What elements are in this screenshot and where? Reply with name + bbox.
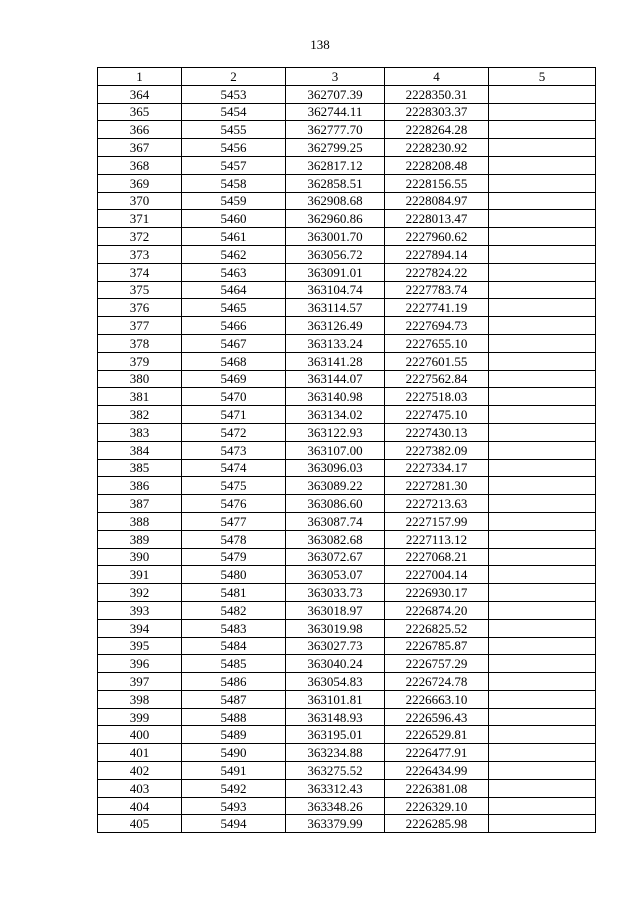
- table-cell-col-1: 371: [98, 210, 182, 228]
- table-cell-col-1: 399: [98, 708, 182, 726]
- table-row: [98, 744, 596, 762]
- table-row: [98, 334, 596, 352]
- table-row: [98, 673, 596, 691]
- table-cell-col-3: 363053.07: [286, 566, 385, 584]
- table-cell-col-1: 402: [98, 762, 182, 780]
- table-cell-col-5: [489, 477, 596, 495]
- table-cell-col-2: 5457: [182, 156, 286, 174]
- table-row: [98, 495, 596, 513]
- table-cell-col-2: 5487: [182, 690, 286, 708]
- table-cell-col-3: 363312.43: [286, 779, 385, 797]
- column-header-4: 4: [385, 68, 489, 86]
- table-cell-col-2: 5455: [182, 121, 286, 139]
- table-cell-col-3: 362777.70: [286, 121, 385, 139]
- table-cell-col-4: 2227694.73: [385, 317, 489, 335]
- table-cell-col-1: 386: [98, 477, 182, 495]
- table-cell-col-1: 398: [98, 690, 182, 708]
- table-row: [98, 156, 596, 174]
- table-cell-col-1: 385: [98, 459, 182, 477]
- table-cell-col-1: 387: [98, 495, 182, 513]
- table-cell-col-4: 2228230.92: [385, 139, 489, 157]
- table-cell-col-2: 5482: [182, 601, 286, 619]
- table-cell-col-5: [489, 334, 596, 352]
- table-cell-col-3: 363122.93: [286, 423, 385, 441]
- table-cell-col-5: [489, 441, 596, 459]
- table-cell-col-2: 5467: [182, 334, 286, 352]
- table-cell-col-5: [489, 530, 596, 548]
- table-cell-col-2: 5494: [182, 815, 286, 833]
- table-cell-col-4: 2226874.20: [385, 601, 489, 619]
- table-cell-col-2: 5462: [182, 245, 286, 263]
- table-cell-col-2: 5465: [182, 299, 286, 317]
- table-cell-col-3: 363056.72: [286, 245, 385, 263]
- table-cell-col-4: 2226825.52: [385, 619, 489, 637]
- table-cell-col-2: 5459: [182, 192, 286, 210]
- table-cell-col-2: 5486: [182, 673, 286, 691]
- table-row: [98, 779, 596, 797]
- table-cell-col-4: 2227655.10: [385, 334, 489, 352]
- table-cell-col-4: 2228156.55: [385, 174, 489, 192]
- table-cell-col-4: 2227824.22: [385, 263, 489, 281]
- table-cell-col-2: 5480: [182, 566, 286, 584]
- table-cell-col-3: 363234.88: [286, 744, 385, 762]
- table-cell-col-4: 2227960.62: [385, 228, 489, 246]
- table-cell-col-4: 2227562.84: [385, 370, 489, 388]
- table-cell-col-2: 5476: [182, 495, 286, 513]
- table-cell-col-3: 363087.74: [286, 512, 385, 530]
- table-row: [98, 406, 596, 424]
- table-cell-col-2: 5470: [182, 388, 286, 406]
- column-header-3: 3: [286, 68, 385, 86]
- table-cell-col-5: [489, 85, 596, 103]
- table-cell-col-4: 2227157.99: [385, 512, 489, 530]
- table-cell-col-4: 2228084.97: [385, 192, 489, 210]
- column-header-1: 1: [98, 68, 182, 86]
- table-row: [98, 174, 596, 192]
- table-cell-col-1: 401: [98, 744, 182, 762]
- table-cell-col-5: [489, 815, 596, 833]
- table-cell-col-5: [489, 637, 596, 655]
- table-cell-col-3: 362908.68: [286, 192, 385, 210]
- table-cell-col-3: 362707.39: [286, 85, 385, 103]
- table-cell-col-5: [489, 726, 596, 744]
- table-cell-col-4: 2226329.10: [385, 797, 489, 815]
- table-cell-col-1: 365: [98, 103, 182, 121]
- table-cell-col-3: 362960.86: [286, 210, 385, 228]
- table-cell-col-1: 372: [98, 228, 182, 246]
- table-cell-col-2: 5453: [182, 85, 286, 103]
- table-cell-col-1: 380: [98, 370, 182, 388]
- table-cell-col-3: 363114.57: [286, 299, 385, 317]
- table-cell-col-2: 5456: [182, 139, 286, 157]
- table-cell-col-1: 383: [98, 423, 182, 441]
- table-row: [98, 370, 596, 388]
- table-cell-col-2: 5472: [182, 423, 286, 441]
- table-cell-col-2: 5461: [182, 228, 286, 246]
- table-cell-col-3: 362858.51: [286, 174, 385, 192]
- table-cell-col-5: [489, 263, 596, 281]
- table-row: [98, 815, 596, 833]
- table-cell-col-4: 2228264.28: [385, 121, 489, 139]
- table-cell-col-5: [489, 156, 596, 174]
- table-cell-col-5: [489, 423, 596, 441]
- table-cell-col-2: 5481: [182, 584, 286, 602]
- table-cell-col-2: 5483: [182, 619, 286, 637]
- table-cell-col-1: 369: [98, 174, 182, 192]
- table-row: [98, 690, 596, 708]
- table-cell-col-4: 2227430.13: [385, 423, 489, 441]
- table-row: [98, 388, 596, 406]
- table-cell-col-2: 5490: [182, 744, 286, 762]
- table-cell-col-3: 363140.98: [286, 388, 385, 406]
- table-row: [98, 655, 596, 673]
- table-cell-col-3: 363148.93: [286, 708, 385, 726]
- table-cell-col-3: 362799.25: [286, 139, 385, 157]
- table-cell-col-1: 366: [98, 121, 182, 139]
- table-cell-col-1: 388: [98, 512, 182, 530]
- table-cell-col-1: 384: [98, 441, 182, 459]
- table-header: [98, 68, 596, 86]
- table-cell-col-5: [489, 708, 596, 726]
- table-cell-col-4: 2228013.47: [385, 210, 489, 228]
- table-row: [98, 477, 596, 495]
- table-cell-col-5: [489, 619, 596, 637]
- table-cell-col-1: 390: [98, 548, 182, 566]
- table-row: [98, 797, 596, 815]
- table-cell-col-1: 403: [98, 779, 182, 797]
- table-row: [98, 548, 596, 566]
- table-cell-col-4: 2226285.98: [385, 815, 489, 833]
- table-row: [98, 726, 596, 744]
- table-cell-col-4: 2226529.81: [385, 726, 489, 744]
- table-row: [98, 210, 596, 228]
- table-row: [98, 245, 596, 263]
- table-cell-col-1: 405: [98, 815, 182, 833]
- table-cell-col-2: 5468: [182, 352, 286, 370]
- table-cell-col-2: 5474: [182, 459, 286, 477]
- table-cell-col-4: 2227213.63: [385, 495, 489, 513]
- table-cell-col-2: 5473: [182, 441, 286, 459]
- table-cell-col-3: 363027.73: [286, 637, 385, 655]
- table-cell-col-2: 5460: [182, 210, 286, 228]
- table-cell-col-5: [489, 655, 596, 673]
- table-cell-col-1: 392: [98, 584, 182, 602]
- table-cell-col-5: [489, 566, 596, 584]
- table-cell-col-5: [489, 228, 596, 246]
- table-cell-col-2: 5485: [182, 655, 286, 673]
- table-cell-col-2: 5488: [182, 708, 286, 726]
- table-row: [98, 103, 596, 121]
- table-cell-col-4: 2226785.87: [385, 637, 489, 655]
- table-cell-col-5: [489, 245, 596, 263]
- table-cell-col-1: 368: [98, 156, 182, 174]
- table-row: [98, 601, 596, 619]
- table-cell-col-5: [489, 673, 596, 691]
- table-cell-col-1: 367: [98, 139, 182, 157]
- table-cell-col-2: 5493: [182, 797, 286, 815]
- table-cell-col-4: 2227068.21: [385, 548, 489, 566]
- column-header-2: 2: [182, 68, 286, 86]
- table-cell-col-2: 5478: [182, 530, 286, 548]
- table-row: [98, 85, 596, 103]
- table-cell-col-1: 373: [98, 245, 182, 263]
- table-cell-col-5: [489, 388, 596, 406]
- table-cell-col-3: 363379.99: [286, 815, 385, 833]
- table-row: [98, 566, 596, 584]
- table-cell-col-5: [489, 779, 596, 797]
- table-cell-col-3: 363096.03: [286, 459, 385, 477]
- table-cell-col-3: 363082.68: [286, 530, 385, 548]
- table-cell-col-5: [489, 459, 596, 477]
- table-cell-col-4: 2226724.78: [385, 673, 489, 691]
- table-cell-col-3: 363033.73: [286, 584, 385, 602]
- table-cell-col-1: 375: [98, 281, 182, 299]
- table-cell-col-1: 397: [98, 673, 182, 691]
- table-cell-col-5: [489, 690, 596, 708]
- table-cell-col-3: 363040.24: [286, 655, 385, 673]
- table-row: [98, 299, 596, 317]
- table-row: [98, 512, 596, 530]
- table-cell-col-1: 370: [98, 192, 182, 210]
- table-cell-col-5: [489, 495, 596, 513]
- table-cell-col-1: 395: [98, 637, 182, 655]
- table-cell-col-4: 2227382.09: [385, 441, 489, 459]
- table-cell-col-2: 5466: [182, 317, 286, 335]
- table-row: [98, 584, 596, 602]
- table-cell-col-2: 5492: [182, 779, 286, 797]
- table-cell-col-4: 2227334.17: [385, 459, 489, 477]
- table-cell-col-4: 2227004.14: [385, 566, 489, 584]
- table-cell-col-3: 362817.12: [286, 156, 385, 174]
- page-number: 138: [310, 37, 330, 52]
- table-row: [98, 228, 596, 246]
- table-cell-col-5: [489, 370, 596, 388]
- table-cell-col-4: 2228303.37: [385, 103, 489, 121]
- table-row: [98, 263, 596, 281]
- table-cell-col-1: 382: [98, 406, 182, 424]
- table-cell-col-3: 363144.07: [286, 370, 385, 388]
- table-cell-col-4: 2227281.30: [385, 477, 489, 495]
- table-cell-col-5: [489, 210, 596, 228]
- table-cell-col-1: 379: [98, 352, 182, 370]
- table-cell-col-2: 5471: [182, 406, 286, 424]
- table-cell-col-3: 363133.24: [286, 334, 385, 352]
- table-cell-col-3: 363019.98: [286, 619, 385, 637]
- table-cell-col-4: 2226596.43: [385, 708, 489, 726]
- table-cell-col-1: 389: [98, 530, 182, 548]
- table-cell-col-1: 377: [98, 317, 182, 335]
- table-cell-col-2: 5464: [182, 281, 286, 299]
- table-cell-col-4: 2227113.12: [385, 530, 489, 548]
- table-cell-col-3: 363091.01: [286, 263, 385, 281]
- table-cell-col-5: [489, 281, 596, 299]
- table-cell-col-1: 400: [98, 726, 182, 744]
- table-cell-col-2: 5491: [182, 762, 286, 780]
- table-cell-col-2: 5475: [182, 477, 286, 495]
- table-cell-col-3: 362744.11: [286, 103, 385, 121]
- table-row: [98, 139, 596, 157]
- table-cell-col-1: 381: [98, 388, 182, 406]
- table-cell-col-4: 2226381.08: [385, 779, 489, 797]
- table-row: [98, 317, 596, 335]
- table-cell-col-4: 2227894.14: [385, 245, 489, 263]
- table-cell-col-4: 2228208.48: [385, 156, 489, 174]
- header-row: [98, 68, 596, 86]
- table-cell-col-4: 2228350.31: [385, 85, 489, 103]
- table-cell-col-2: 5463: [182, 263, 286, 281]
- table-cell-col-3: 363101.81: [286, 690, 385, 708]
- table-row: [98, 423, 596, 441]
- table-cell-col-5: [489, 406, 596, 424]
- table-cell-col-4: 2226663.10: [385, 690, 489, 708]
- table-row: [98, 192, 596, 210]
- table-row: [98, 441, 596, 459]
- table-row: [98, 121, 596, 139]
- table-cell-col-5: [489, 317, 596, 335]
- table-cell-col-5: [489, 139, 596, 157]
- table-cell-col-5: [489, 762, 596, 780]
- table-cell-col-3: 363275.52: [286, 762, 385, 780]
- table-cell-col-2: 5489: [182, 726, 286, 744]
- table-cell-col-3: 363086.60: [286, 495, 385, 513]
- table-cell-col-1: 378: [98, 334, 182, 352]
- table-cell-col-3: 363195.01: [286, 726, 385, 744]
- column-header-5: 5: [489, 68, 596, 86]
- table-cell-col-5: [489, 601, 596, 619]
- table-row: [98, 530, 596, 548]
- table-cell-col-4: 2227475.10: [385, 406, 489, 424]
- table-cell-col-5: [489, 299, 596, 317]
- table-cell-col-5: [489, 797, 596, 815]
- table-cell-col-1: 404: [98, 797, 182, 815]
- table-cell-col-2: 5477: [182, 512, 286, 530]
- table-cell-col-2: 5458: [182, 174, 286, 192]
- table-cell-col-5: [489, 352, 596, 370]
- table-cell-col-2: 5484: [182, 637, 286, 655]
- table-cell-col-1: 391: [98, 566, 182, 584]
- table-cell-col-2: 5479: [182, 548, 286, 566]
- table-row: [98, 637, 596, 655]
- table-cell-col-4: 2227601.55: [385, 352, 489, 370]
- table-cell-col-5: [489, 548, 596, 566]
- table-row: [98, 352, 596, 370]
- table-cell-col-5: [489, 121, 596, 139]
- table-row: [98, 619, 596, 637]
- table-cell-col-4: 2227741.19: [385, 299, 489, 317]
- table-cell-col-2: 5469: [182, 370, 286, 388]
- table-cell-col-4: 2226434.99: [385, 762, 489, 780]
- table-row: [98, 762, 596, 780]
- table-row: [98, 459, 596, 477]
- table-cell-col-5: [489, 192, 596, 210]
- table-cell-col-1: 364: [98, 85, 182, 103]
- table-cell-col-3: 363018.97: [286, 601, 385, 619]
- table-cell-col-4: 2226757.29: [385, 655, 489, 673]
- table-cell-col-5: [489, 744, 596, 762]
- table-cell-col-3: 363104.74: [286, 281, 385, 299]
- table-cell-col-3: 363001.70: [286, 228, 385, 246]
- table-cell-col-3: 363134.02: [286, 406, 385, 424]
- table-cell-col-1: 394: [98, 619, 182, 637]
- table-cell-col-5: [489, 103, 596, 121]
- table-cell-col-3: 363054.83: [286, 673, 385, 691]
- coordinates-table: [97, 67, 596, 833]
- table-cell-col-1: 374: [98, 263, 182, 281]
- table-cell-col-4: 2226930.17: [385, 584, 489, 602]
- table-cell-col-3: 363348.26: [286, 797, 385, 815]
- table-cell-col-3: 363141.28: [286, 352, 385, 370]
- table-cell-col-5: [489, 174, 596, 192]
- table-cell-col-2: 5454: [182, 103, 286, 121]
- table-cell-col-1: 376: [98, 299, 182, 317]
- table-cell-col-1: 396: [98, 655, 182, 673]
- table-cell-col-4: 2227783.74: [385, 281, 489, 299]
- table-cell-col-3: 363126.49: [286, 317, 385, 335]
- table-cell-col-1: 393: [98, 601, 182, 619]
- table-cell-col-3: 363072.67: [286, 548, 385, 566]
- table-cell-col-4: 2226477.91: [385, 744, 489, 762]
- table-cell-col-5: [489, 584, 596, 602]
- table-cell-col-4: 2227518.03: [385, 388, 489, 406]
- table-cell-col-5: [489, 512, 596, 530]
- table-body: [98, 85, 596, 832]
- table-row: [98, 281, 596, 299]
- table-row: [98, 708, 596, 726]
- table-cell-col-3: 363089.22: [286, 477, 385, 495]
- table-cell-col-3: 363107.00: [286, 441, 385, 459]
